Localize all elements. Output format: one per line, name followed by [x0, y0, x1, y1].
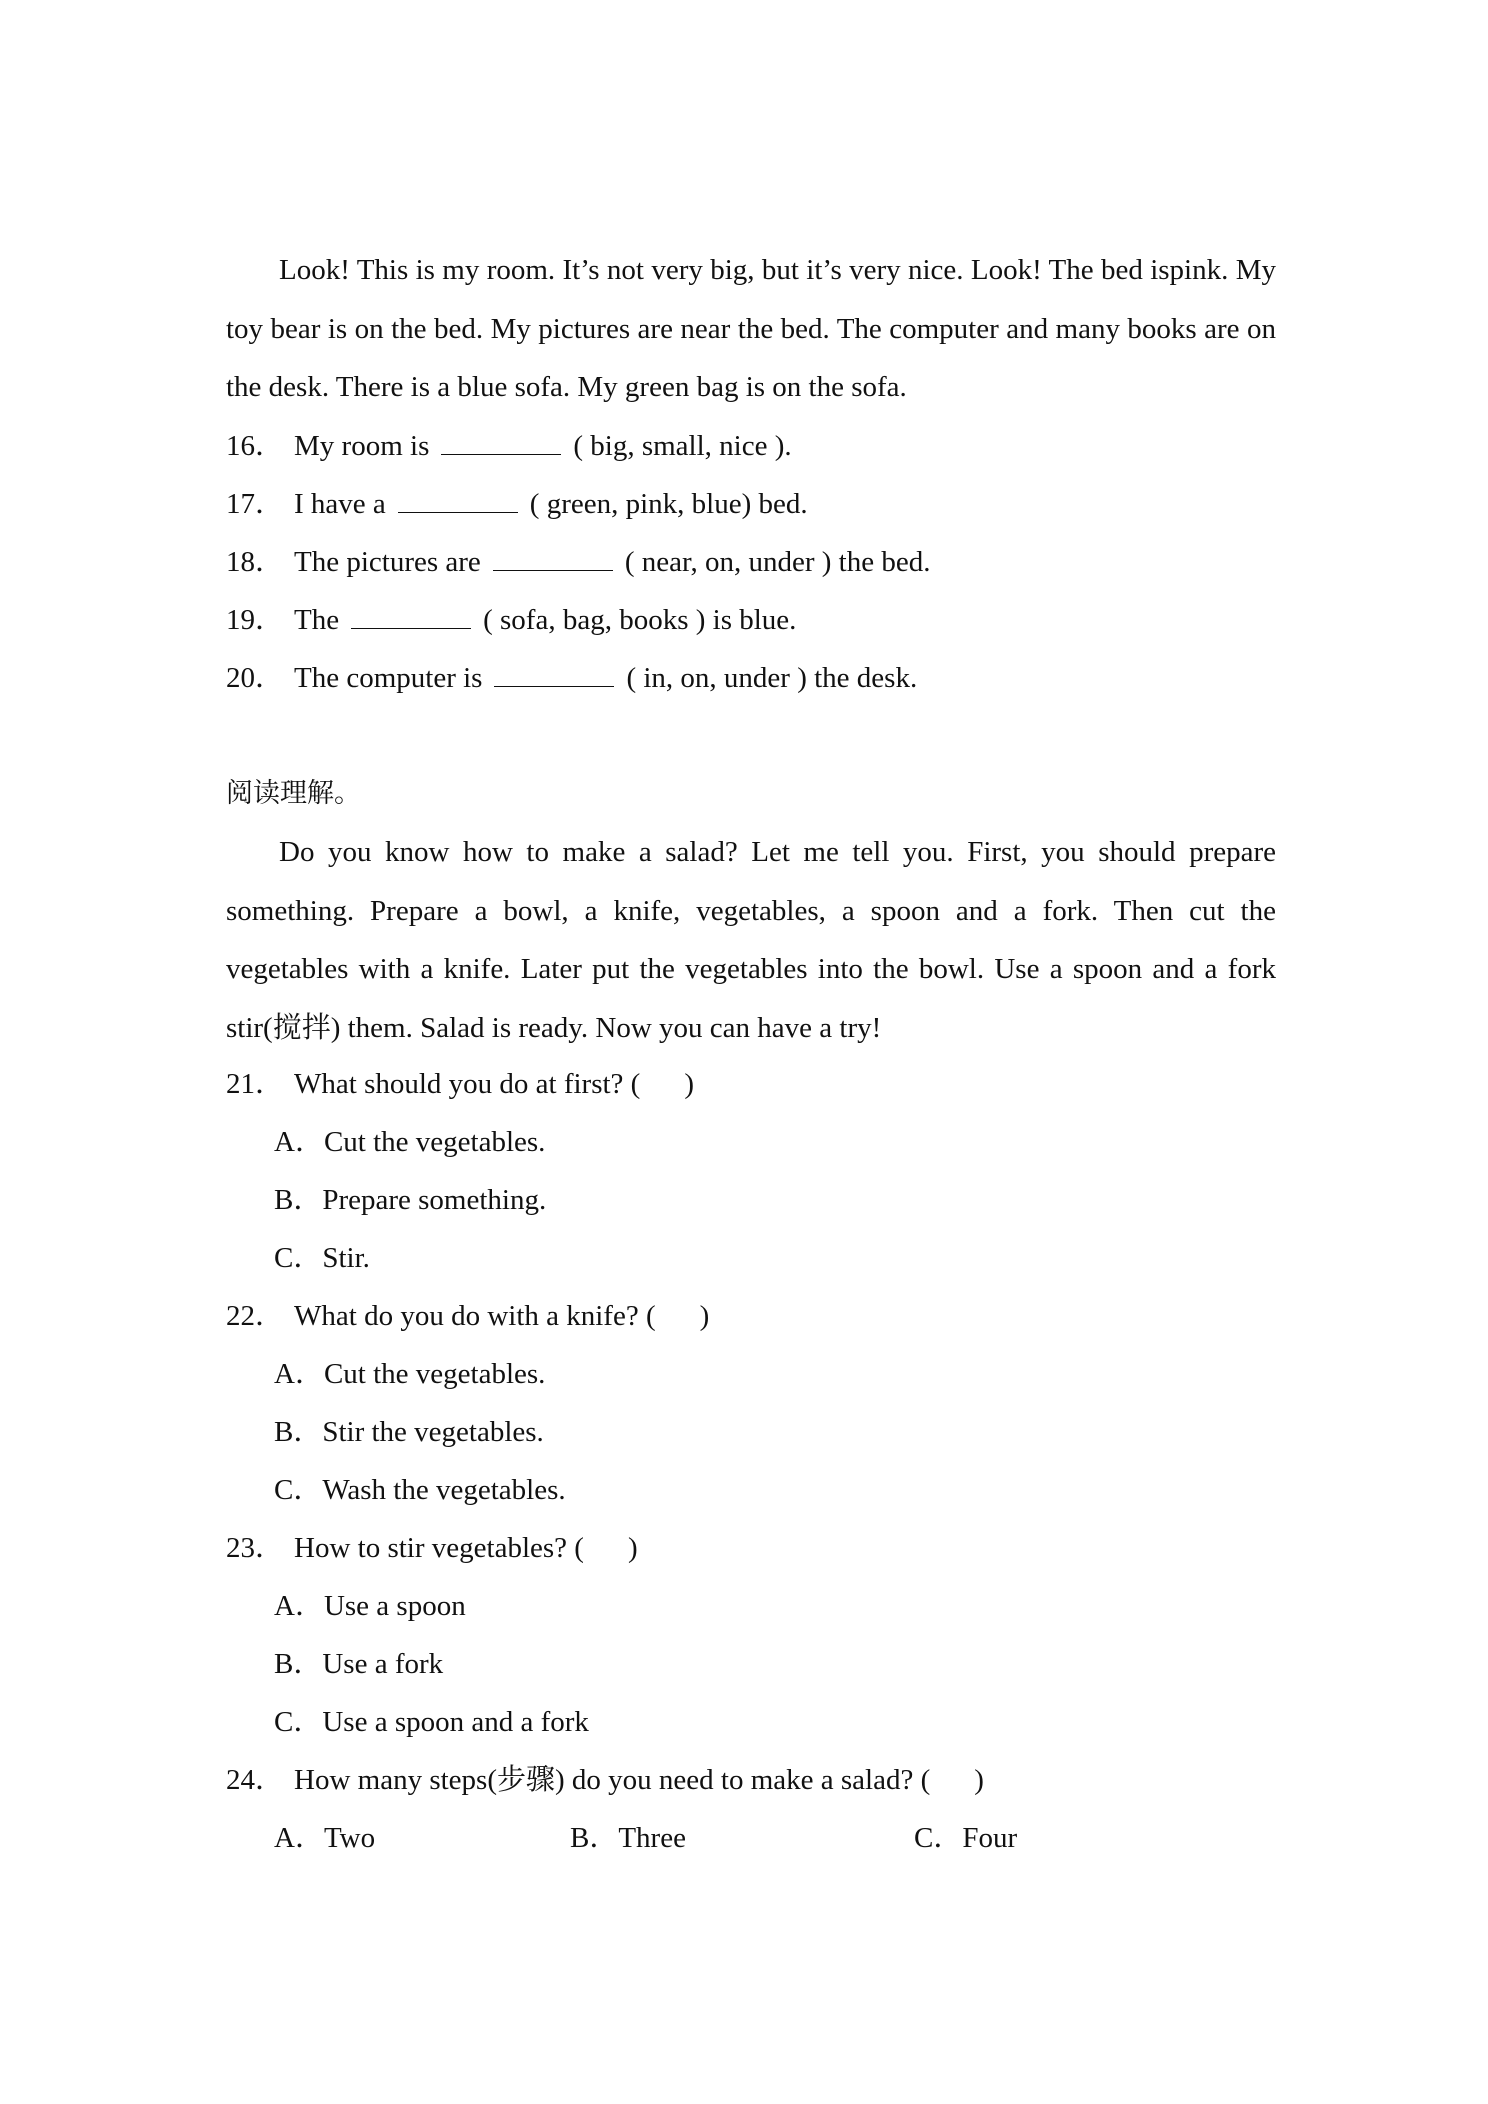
question-text: How to stir vegetables? (: [294, 1532, 584, 1564]
option-a[interactable]: A．Two: [274, 1822, 376, 1854]
question-text: My room is: [294, 430, 430, 462]
question-22: [226, 1296, 1276, 1336]
question-text: How many steps(步骤) do you need to make a salad? (: [294, 1764, 931, 1796]
option-c[interactable]: C．Wash the vegetables.: [274, 1474, 566, 1506]
question-choices: ( sofa, bag, books ) is blue.: [483, 604, 797, 636]
close-paren: ): [627, 1532, 638, 1564]
option-b[interactable]: B．Three: [570, 1822, 686, 1854]
question-18: [226, 542, 1276, 582]
question-16: [226, 426, 1276, 466]
question-number: 17．: [226, 488, 285, 520]
option-b[interactable]: B．Stir the vegetables.: [274, 1416, 544, 1448]
question-choices: ( near, on, under ) the bed.: [624, 546, 931, 578]
option-b[interactable]: B．Use a fork: [274, 1648, 444, 1680]
answer-blank[interactable]: [398, 486, 518, 513]
question-choices: ( green, pink, blue) bed.: [529, 488, 808, 520]
question-number: 19．: [226, 604, 285, 636]
option-b[interactable]: B．Prepare something.: [274, 1184, 547, 1216]
passage-salad: Do you know how to make a salad? Let me tell you. First, you should prepare something. Prepare a bowl, a knife, vegetables, a spoon and a fork. Then cut the vegetables with a knife. Later put the vegetables into the bowl. Use a spoon and a fork stir(搅拌) them. Salad is ready. Now you can have a try!: [226, 836, 1276, 1044]
close-paren: ): [684, 1068, 695, 1100]
question-text: The computer is: [294, 662, 483, 694]
close-paren: ): [699, 1300, 710, 1332]
option-a[interactable]: A．Use a spoon: [274, 1590, 466, 1622]
section-title: 阅读理解。: [226, 778, 361, 809]
question-number: 24．: [226, 1764, 285, 1796]
close-paren: ): [974, 1764, 984, 1796]
question-23: [226, 1528, 1276, 1568]
question-number: 18．: [226, 546, 285, 578]
option-a[interactable]: A．Cut the vegetables.: [274, 1358, 546, 1390]
question-24: [226, 1760, 1276, 1800]
question-17: [226, 484, 1276, 524]
option-a[interactable]: A．Cut the vegetables.: [274, 1126, 546, 1158]
question-number: 20．: [226, 662, 285, 694]
question-19: [226, 600, 1276, 640]
question-21: [226, 1064, 1276, 1104]
question-number: 23．: [226, 1532, 285, 1564]
question-text: What should you do at first? (: [294, 1068, 641, 1100]
question-text: The pictures are: [294, 546, 481, 578]
option-c[interactable]: C．Use a spoon and a fork: [274, 1706, 589, 1738]
answer-blank[interactable]: [493, 544, 613, 571]
option-c[interactable]: C．Four: [914, 1822, 1018, 1854]
question-text: I have a: [294, 488, 386, 520]
answer-blank[interactable]: [494, 660, 614, 687]
question-choices: ( big, small, nice ).: [573, 430, 792, 462]
option-c[interactable]: C．Stir.: [274, 1242, 370, 1274]
question-number: 22．: [226, 1300, 285, 1332]
answer-blank[interactable]: [441, 428, 561, 455]
question-text: The: [294, 604, 340, 636]
question-text: What do you do with a knife? (: [294, 1300, 656, 1332]
question-20: [226, 658, 1276, 698]
question-number: 21．: [226, 1068, 285, 1100]
question-number: 16．: [226, 430, 285, 462]
question-choices: ( in, on, under ) the desk.: [626, 662, 918, 694]
answer-blank[interactable]: [351, 602, 471, 629]
passage-room: Look! This is my room. It’s not very big, but it’s very nice. Look! The bed ispink. My toy bear is on the bed. My pictures are near the bed. The computer and many books are on the desk. There is a blue sofa. My green bag is on the sofa.: [226, 254, 1276, 403]
